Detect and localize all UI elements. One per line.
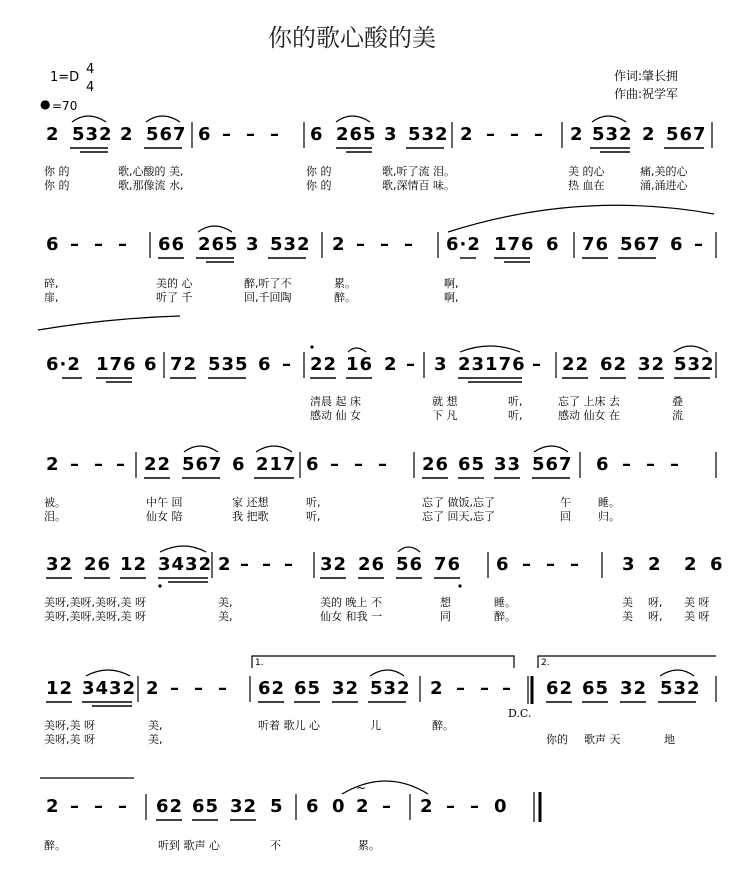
note-group: 532 [408,124,449,145]
slur [38,316,180,330]
lyric: 美 [622,610,633,623]
slur [336,116,370,122]
lyric: 下 凡 [432,409,458,422]
note-group: 265 [336,124,377,145]
quarter-note-icon: ● [40,97,51,111]
dash: – [270,124,280,145]
note-group: 22 [144,454,172,475]
note: 2 [356,796,370,817]
dash: – [356,234,366,255]
dash: – [70,234,80,255]
dash: – [380,234,390,255]
octave-dot [458,584,461,587]
note-group: 3432 [158,554,213,575]
dash: – [480,678,490,699]
lyric: 听, [508,409,523,422]
dash: – [282,354,292,375]
dash: – [646,454,656,475]
lyric: 美, [218,610,233,623]
slur [398,547,420,552]
note: 2 [332,234,346,255]
note-group: 3432 [82,678,137,699]
rest: 0 [494,796,508,817]
note: 6 [496,554,510,575]
note: 6 [596,454,610,475]
lyric: 仙女 陪 [146,510,183,523]
lyric: 美, [218,596,233,609]
lyric: 被。 [44,496,66,509]
lyric: 就 想 [432,395,458,408]
note-group: 26 [358,554,386,575]
dash: – [404,234,414,255]
note-group: 62 [258,678,286,699]
time-signature-bottom: 4 [86,80,95,95]
dash: – [522,554,532,575]
dash: – [330,454,340,475]
lyric: 美 呀 [684,596,710,609]
lyric: 歌,那像流 水, [118,179,184,192]
lyric: 听, [306,510,321,523]
note-group: 26 [422,454,450,475]
dash: – [622,454,632,475]
note: 6 [306,796,320,817]
lyric: 涌,涌进心 [640,179,688,192]
lyric: 碎, [44,277,59,290]
slur [198,226,232,232]
note: 2 [218,554,232,575]
dash: – [456,678,466,699]
note: 2 [684,554,698,575]
lyric: 醉,听了不 [244,277,292,290]
note-group: 62 [546,678,574,699]
note-group: 65 [582,678,610,699]
lyric: 醉。 [334,291,356,304]
lyric: 忘了 回天,忘了 [422,510,495,523]
slur [256,446,292,452]
tempo-marking: =70 [52,99,78,113]
lyric: 你 的 [306,179,332,192]
note-group: 62 [600,354,628,375]
lyric: 回 [560,510,571,523]
note-group: 65 [458,454,486,475]
dash: – [502,678,512,699]
time-signature-top: 4 [86,62,95,77]
lyric: 啊, [444,291,459,304]
slur [674,346,708,352]
key-signature: 1=D [50,70,80,85]
note-group: 26 [84,554,112,575]
dash: – [406,354,416,375]
lyric: 呀, [648,610,663,623]
volta-bracket-2 [538,656,716,668]
note: 2 [642,124,656,145]
slur [86,670,130,676]
dash: – [546,554,556,575]
note: 2 [46,454,60,475]
dash: – [222,124,232,145]
note: 3 [622,554,636,575]
dash: – [118,234,128,255]
dash: – [532,354,542,375]
slur [592,116,626,122]
note-group: 32 [230,796,258,817]
lyric: 听到 歌声 心 [158,839,220,852]
lyric: 美的 心 [156,277,193,290]
lyric: 扉, [44,291,59,304]
slur [448,205,714,232]
lyric: 感动 仙女 在 [558,409,620,422]
dash: – [470,796,480,817]
dash: – [240,554,250,575]
note-group: 72 [170,354,198,375]
dash: – [486,124,496,145]
lyric: 美 呀 [684,610,710,623]
note: 2 [648,554,662,575]
dash: – [570,554,580,575]
lyric: 美呀,美呀,美呀,美 呀 [44,610,146,623]
note: 2 [146,678,160,699]
lyric: 醉。 [494,610,516,623]
dash: – [284,554,294,575]
lyric: 醉。 [432,719,454,732]
note-group: 32 [46,554,74,575]
lyric: 美呀,美 呀 [44,719,95,732]
volta-label-1: 1. [255,658,264,668]
slur [342,781,428,794]
note-group: 23176 [458,354,526,375]
note-group: 567 [666,124,707,145]
note: 2 [420,796,434,817]
lyric: 回,千回陶 [244,291,292,304]
lyric: 美 的心 [568,165,605,178]
note-group: 32 [320,554,348,575]
note: 3 [384,124,398,145]
lyric: 美, [148,733,163,746]
note-group: 567 [182,454,223,475]
lyric: 歌声 天 [584,733,621,746]
lyric: 听, [508,395,523,408]
lyric: 啊, [444,277,459,290]
note-group: 56 [396,554,424,575]
dash: – [70,454,80,475]
dash: – [382,796,392,817]
note: 3 [246,234,260,255]
slur [146,116,180,122]
note-group: 66 [158,234,186,255]
note-group: 532 [592,124,633,145]
lyric: 美呀,美呀,美呀,美 呀 [44,596,146,609]
lyric: 你 的 [306,165,332,178]
lyric: 仙女 和我 一 [320,610,382,623]
lyric: 累。 [334,277,356,290]
note: 2 [570,124,584,145]
lyric: 儿 [370,719,381,732]
note-group: 6·2 [446,234,481,255]
note: 2 [120,124,134,145]
note: 6 [232,454,246,475]
dash: – [70,796,80,817]
note-group: 532 [370,678,411,699]
note-group: 65 [192,796,220,817]
dash: – [170,678,180,699]
dash: – [378,454,388,475]
volta-label-2: 2. [541,658,550,668]
note: 6 [310,124,324,145]
note: 6 [710,554,724,575]
note: 6 [306,454,320,475]
dash: – [694,234,704,255]
lyric: 不 [270,839,281,852]
note-group: 22 [562,354,590,375]
note-group: 16 [346,354,374,375]
note-group: 176 [96,354,137,375]
slur [184,446,218,452]
dash: – [194,678,204,699]
note: 6 [46,234,60,255]
note: 3 [434,354,448,375]
note: 2 [460,124,474,145]
note: 2 [384,354,398,375]
lyric: 醉。 [44,839,66,852]
note-group: 6·2 [46,354,81,375]
note-group: 567 [532,454,573,475]
lyric: 痛,美的心 [640,165,688,178]
lyric: 忘了 做饭,忘了 [422,496,495,509]
composer-credit: 作曲:祝学军 [614,87,679,101]
lyric: 我 把歌 [232,510,269,523]
note-group: 532 [674,354,715,375]
lyric: 泪。 [44,510,66,523]
note-group: 567 [620,234,661,255]
note-group: 12 [46,678,74,699]
dash: – [116,454,126,475]
lyric: 你的 [546,733,568,746]
lyric: 归。 [598,510,620,523]
lyric: 午 [560,496,571,509]
slur [348,348,366,352]
lyric: 地 [664,733,675,746]
rest: 0 [332,796,346,817]
dash: – [446,796,456,817]
lyric: 听着 歌儿 心 [258,719,320,732]
lyric: 叠 [672,395,683,408]
lyric: 歌,心酸的 美, [118,165,184,178]
lyric: 美 [622,596,633,609]
lyric: 听了 千 [156,291,193,304]
lyric: 中午 回 [146,496,183,509]
dc-marking: D.C. [508,707,532,720]
slur [72,116,106,122]
note: 6 [144,354,158,375]
mordent-icon: ~ [356,781,367,795]
note-group: 76 [434,554,462,575]
slur [160,546,206,552]
note-group: 62 [156,796,184,817]
dash: – [354,454,364,475]
slur [460,346,520,352]
note-group: 217 [256,454,297,475]
note-group: 567 [146,124,187,145]
lyric: 你 的 [44,165,70,178]
lyric: 你 的 [44,179,70,192]
slur [370,670,404,676]
dash: – [262,554,272,575]
note: 6 [670,234,684,255]
note-group: 535 [208,354,249,375]
note-group: 76 [582,234,610,255]
note-group: 532 [270,234,311,255]
lyric: 美呀,美 呀 [44,733,95,746]
note-group: 176 [494,234,535,255]
note: 5 [270,796,284,817]
lyricist-credit: 作词:肇长拥 [614,69,679,83]
dash: – [94,796,104,817]
lyric: 歌,深情百 味。 [382,179,455,192]
dash: – [246,124,256,145]
slur [534,446,568,452]
lyric: 感动 仙 女 [310,409,361,422]
lyric: 热 血在 [568,179,605,192]
lyric: 呀, [648,596,663,609]
dash: – [534,124,544,145]
lyric: 累。 [358,839,380,852]
lyric: 美的 晚上 不 [320,596,382,609]
lyric: 歌,听了流 泪。 [382,165,455,178]
dash: – [218,678,228,699]
note-group: 32 [638,354,666,375]
song-title: 你的歌心酸的美 [268,24,436,52]
note-group: 33 [494,454,522,475]
note: 6 [546,234,560,255]
note-group: 532 [660,678,701,699]
dash: – [510,124,520,145]
note: 6 [258,354,272,375]
note: 2 [430,678,444,699]
note-group: 532 [72,124,113,145]
dash: – [118,796,128,817]
note-group: 32 [620,678,648,699]
note-group: 22 [310,354,338,375]
lyric: 想 [440,596,451,609]
lyric: 同 [440,610,451,623]
lyric: 家 还想 [232,496,269,509]
lyric: 清晨 起 床 [310,395,361,408]
octave-dot [310,345,313,348]
note-group: 32 [332,678,360,699]
note-group: 12 [120,554,148,575]
volta-bracket-1 [252,656,514,668]
lyric: 睡。 [598,496,620,509]
slur [660,670,694,676]
note: 2 [46,796,60,817]
lyric: 流 [672,409,683,422]
octave-dot [158,584,161,587]
note-group: 265 [198,234,239,255]
note: 6 [198,124,212,145]
lyric: 美, [148,719,163,732]
dash: – [94,234,104,255]
lyric: 忘了 上床 去 [558,395,620,408]
dash: – [670,454,680,475]
lyric: 睡。 [494,596,516,609]
dash: – [94,454,104,475]
lyric: 听, [306,496,321,509]
note-group: 65 [294,678,322,699]
note: 2 [46,124,60,145]
